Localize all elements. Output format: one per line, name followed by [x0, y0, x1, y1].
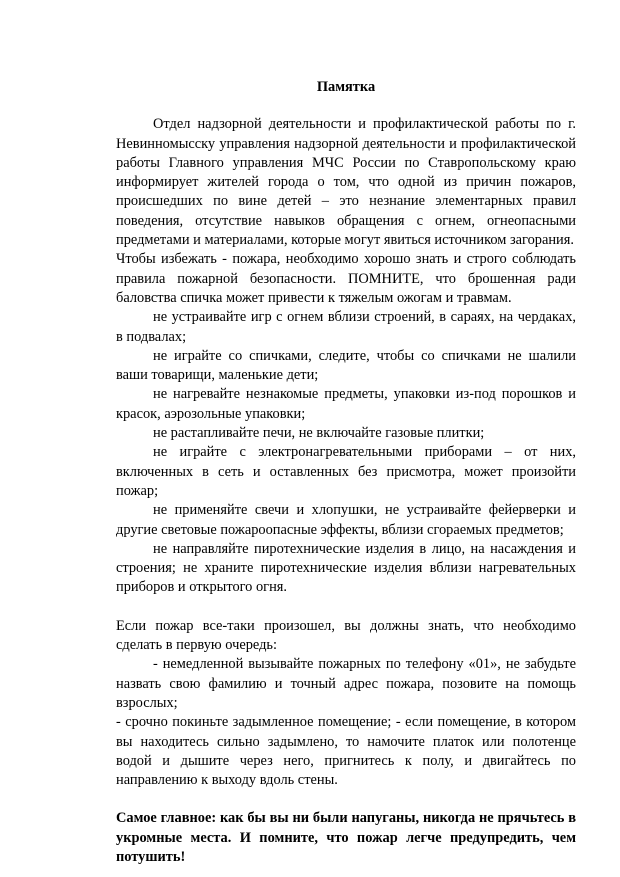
spacer [116, 598, 576, 617]
memo-page [116, 78, 576, 867]
fire-step-call: - немедленной вызывайте пожарных по телефону «01», не забудьте назвать свою фамилию и точный адрес пожара, позовите на помощь взрослых; [116, 656, 576, 711]
rule-item: не нагревайте незнакомые предметы, упаковки из-под порошков и красок, аэрозольные упаковки; [116, 386, 576, 422]
rule-item: не направляйте пиротехнические изделия в лицо, на насаждения и строения; не храните пиротехнические изделия вблизи нагревательных приборов и открытого огня. [116, 540, 576, 596]
memo-title: Памятка [316, 79, 376, 95]
conclusion-paragraph: Самое главное: как бы вы ни были напуганы, никогда не прячьтесь в укромные места. И помните, что пожар легче предупредить, чем потушить! [116, 810, 576, 865]
warning-paragraph: Чтобы избежать - пожара, необходимо хорошо знать и строго соблюдать правила пожарной безопасности. ПОМНИТЕ, что брошенная ради баловства спичка может привести к тяжелым ожогам и травмам. [116, 251, 576, 306]
rule-item: не играйте с электронагревательными приборами – от них, включенных в сеть и оставленных без присмотра, может произойти пожар; [116, 444, 576, 499]
rule-item: не растапливайте печи, не включайте газовые плитки; [153, 425, 485, 442]
rule-item: не устраивайте игр с огнем вблизи строений, в сараях, на чердаках, в подвалах; [116, 309, 576, 345]
spacer [116, 790, 576, 809]
rule-item: не играйте со спичками, следите, чтобы со спичками не шалили ваши товарищи, маленькие дети; [116, 347, 576, 384]
rule-item: не применяйте свечи и хлопушки, не устраивайте фейерверки и другие световые пожароопасные эффекты, вблизи сгораемых предметов; [116, 502, 576, 538]
fire-intro-paragraph: Если пожар все-таки произошел, вы должны знать, что необходимо сделать в первую очередь: [116, 617, 576, 654]
intro-paragraph: Отдел надзорной деятельности и профилактической работы по г. Невинномысску управления надзорной деятельности и профилактической работы Главного управления МЧС России по Ставропольскому краю информирует жителей города о том, что одной из причин пожаров, происшедших по вине детей – это незнание элементарных правил поведения, отсутствие навыков обращения с огнем, огнеопасными предметами и материалами, которые могут явиться источником загорания. [116, 116, 576, 249]
fire-step-evacuate: - срочно покиньте задымленное помещение; - если помещение, в котором вы находитесь сильно задымлено, то намочите платок или полотенце водой и дышите через него, пригнитесь к полу, и двигайтесь по направлению к выходу вдоль стены. [116, 714, 576, 789]
